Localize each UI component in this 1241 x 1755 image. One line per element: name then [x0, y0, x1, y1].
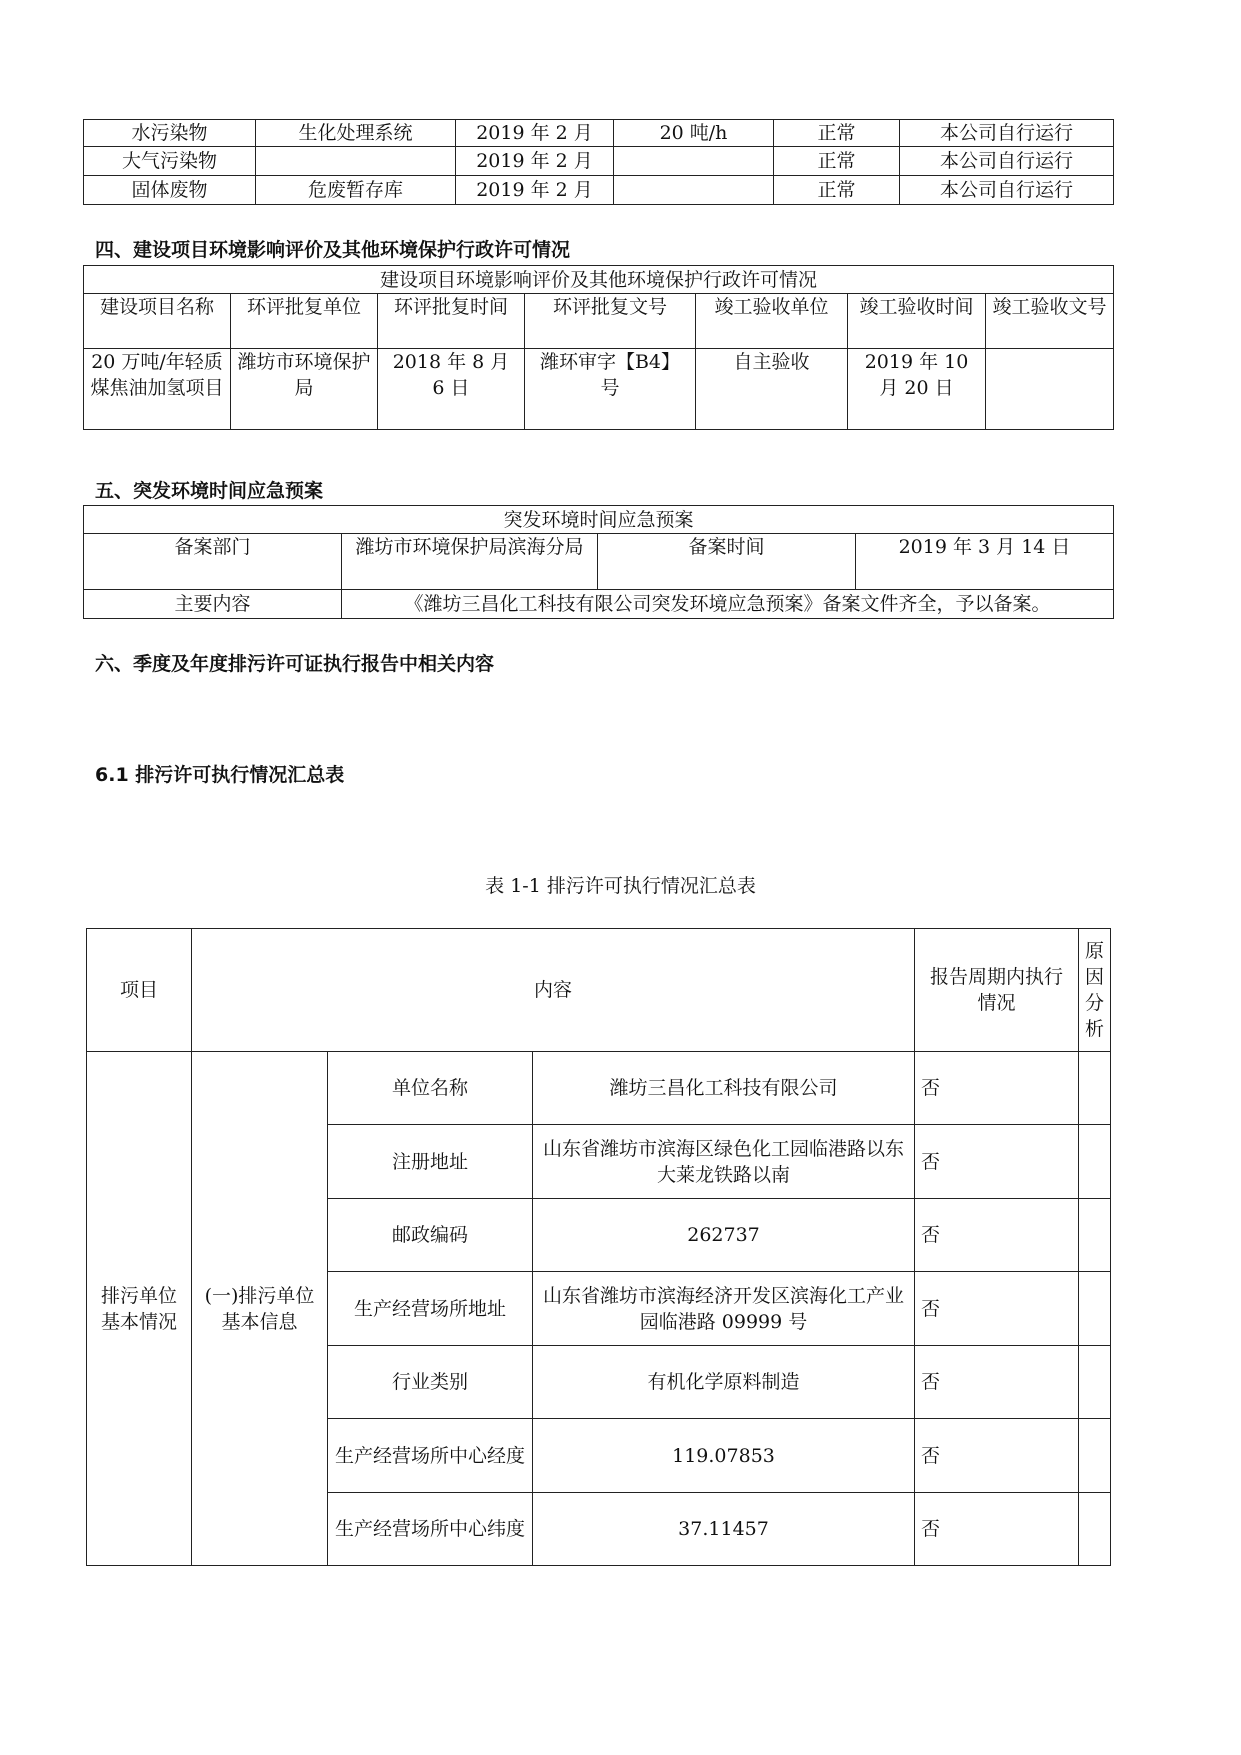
table-header-row: [84, 294, 1114, 349]
cell: 大气污染物: [84, 147, 256, 176]
row-value: 山东省潍坊市滨海区绿色化工园临港路以东大莱龙铁路以南: [533, 1125, 915, 1199]
header-cell: 环评批复单位: [231, 294, 378, 349]
cell: 2019 年 2 月: [456, 176, 614, 205]
section6-heading: 六、季度及年度排污许可证执行报告中相关内容: [95, 653, 495, 675]
permit-summary-table: [86, 928, 1111, 1566]
cell: 2018 年 8 月 6 日: [378, 349, 525, 430]
row-value: 有机化学原料制造: [533, 1346, 915, 1419]
cell: 潍坊市环境保护局: [231, 349, 378, 430]
cell: 水污染物: [84, 120, 256, 147]
header-status: 报告周期内执行情况: [915, 929, 1079, 1052]
header-reason: 原因分析: [1079, 929, 1111, 1052]
cell: 本公司自行运行: [900, 176, 1114, 205]
row-label: 单位名称: [328, 1052, 533, 1125]
header-cell: 环评批复文号: [525, 294, 696, 349]
cell: 生化处理系统: [256, 120, 456, 147]
row-status: 否: [915, 1346, 1079, 1419]
row-label: 邮政编码: [328, 1199, 533, 1272]
cell: 正常: [774, 176, 900, 205]
content-label: 主要内容: [84, 590, 342, 619]
dept-label: 备案部门: [84, 534, 342, 590]
emergency-plan-table: [83, 505, 1114, 619]
cell: 正常: [774, 147, 900, 176]
pollution-facility-table: [83, 119, 1114, 205]
header-item: 项目: [87, 929, 192, 1052]
header-cell: 竣工验收文号: [986, 294, 1114, 349]
subgroup-label: (一)排污单位基本信息: [192, 1052, 328, 1566]
table-title-row: [84, 506, 1114, 534]
row-value: 37.11457: [533, 1493, 915, 1566]
cell: 危废暂存库: [256, 176, 456, 205]
table-row: [84, 120, 1114, 147]
header-cell: 竣工验收时间: [848, 294, 986, 349]
row-label: 生产经营场所中心纬度: [328, 1493, 533, 1566]
cell: 固体废物: [84, 176, 256, 205]
section6-1-heading: 6.1 排污许可执行情况汇总表: [95, 764, 345, 786]
header-cell: 建设项目名称: [84, 294, 231, 349]
row-label: 行业类别: [328, 1346, 533, 1419]
row-reason: [1079, 1493, 1111, 1566]
table-title: 建设项目环境影响评价及其他环境保护行政许可情况: [84, 266, 1114, 294]
row-reason: [1079, 1199, 1111, 1272]
cell: 2019 年 2 月: [456, 147, 614, 176]
table-row: [84, 147, 1114, 176]
header-content: 内容: [192, 929, 915, 1052]
table-header-row: [87, 929, 1111, 1052]
section4-heading: 四、建设项目环境影响评价及其他环境保护行政许可情况: [95, 239, 571, 261]
cell: 本公司自行运行: [900, 147, 1114, 176]
table-row: [84, 590, 1114, 619]
table-row: [87, 1052, 1111, 1125]
cell: 2019 年 2 月: [456, 120, 614, 147]
row-status: 否: [915, 1199, 1079, 1272]
row-value: 262737: [533, 1199, 915, 1272]
table-caption: 表 1-1 排污许可执行情况汇总表: [485, 875, 756, 897]
table-title-row: [84, 266, 1114, 294]
row-reason: [1079, 1419, 1111, 1493]
table-title: 突发环境时间应急预案: [84, 506, 1114, 534]
eia-permit-table: [83, 265, 1114, 430]
row-label: 生产经营场所中心经度: [328, 1419, 533, 1493]
section5-heading: 五、突发环境时间应急预案: [95, 480, 324, 502]
row-status: 否: [915, 1493, 1079, 1566]
cell: 潍环审字【B4】号: [525, 349, 696, 430]
table-row: [84, 349, 1114, 430]
cell: 自主验收: [696, 349, 848, 430]
cell: 2019 年 10 月 20 日: [848, 349, 986, 430]
cell: 20 万吨/年轻质煤焦油加氢项目: [84, 349, 231, 430]
dept-value: 潍坊市环境保护局滨海分局: [342, 534, 598, 590]
table-row: [84, 176, 1114, 205]
table-row: [84, 534, 1114, 590]
row-reason: [1079, 1125, 1111, 1199]
time-value: 2019 年 3 月 14 日: [856, 534, 1114, 590]
row-value: 山东省潍坊市滨海经济开发区滨海化工产业园临港路 09999 号: [533, 1272, 915, 1346]
row-status: 否: [915, 1125, 1079, 1199]
row-reason: [1079, 1272, 1111, 1346]
cell: [986, 349, 1114, 430]
row-status: 否: [915, 1272, 1079, 1346]
cell: [256, 147, 456, 176]
row-status: 否: [915, 1419, 1079, 1493]
header-cell: 竣工验收单位: [696, 294, 848, 349]
time-label: 备案时间: [598, 534, 856, 590]
row-label: 注册地址: [328, 1125, 533, 1199]
row-value: 119.07853: [533, 1419, 915, 1493]
row-reason: [1079, 1346, 1111, 1419]
header-cell: 环评批复时间: [378, 294, 525, 349]
content-value: 《潍坊三昌化工科技有限公司突发环境应急预案》备案文件齐全，予以备案。: [342, 590, 1114, 619]
row-label: 生产经营场所地址: [328, 1272, 533, 1346]
cell: 本公司自行运行: [900, 120, 1114, 147]
cell: [614, 147, 774, 176]
row-value: 潍坊三昌化工科技有限公司: [533, 1052, 915, 1125]
row-status: 否: [915, 1052, 1079, 1125]
group-label: 排污单位基本情况: [87, 1052, 192, 1566]
cell: [614, 176, 774, 205]
cell: 正常: [774, 120, 900, 147]
cell: 20 吨/h: [614, 120, 774, 147]
row-reason: [1079, 1052, 1111, 1125]
